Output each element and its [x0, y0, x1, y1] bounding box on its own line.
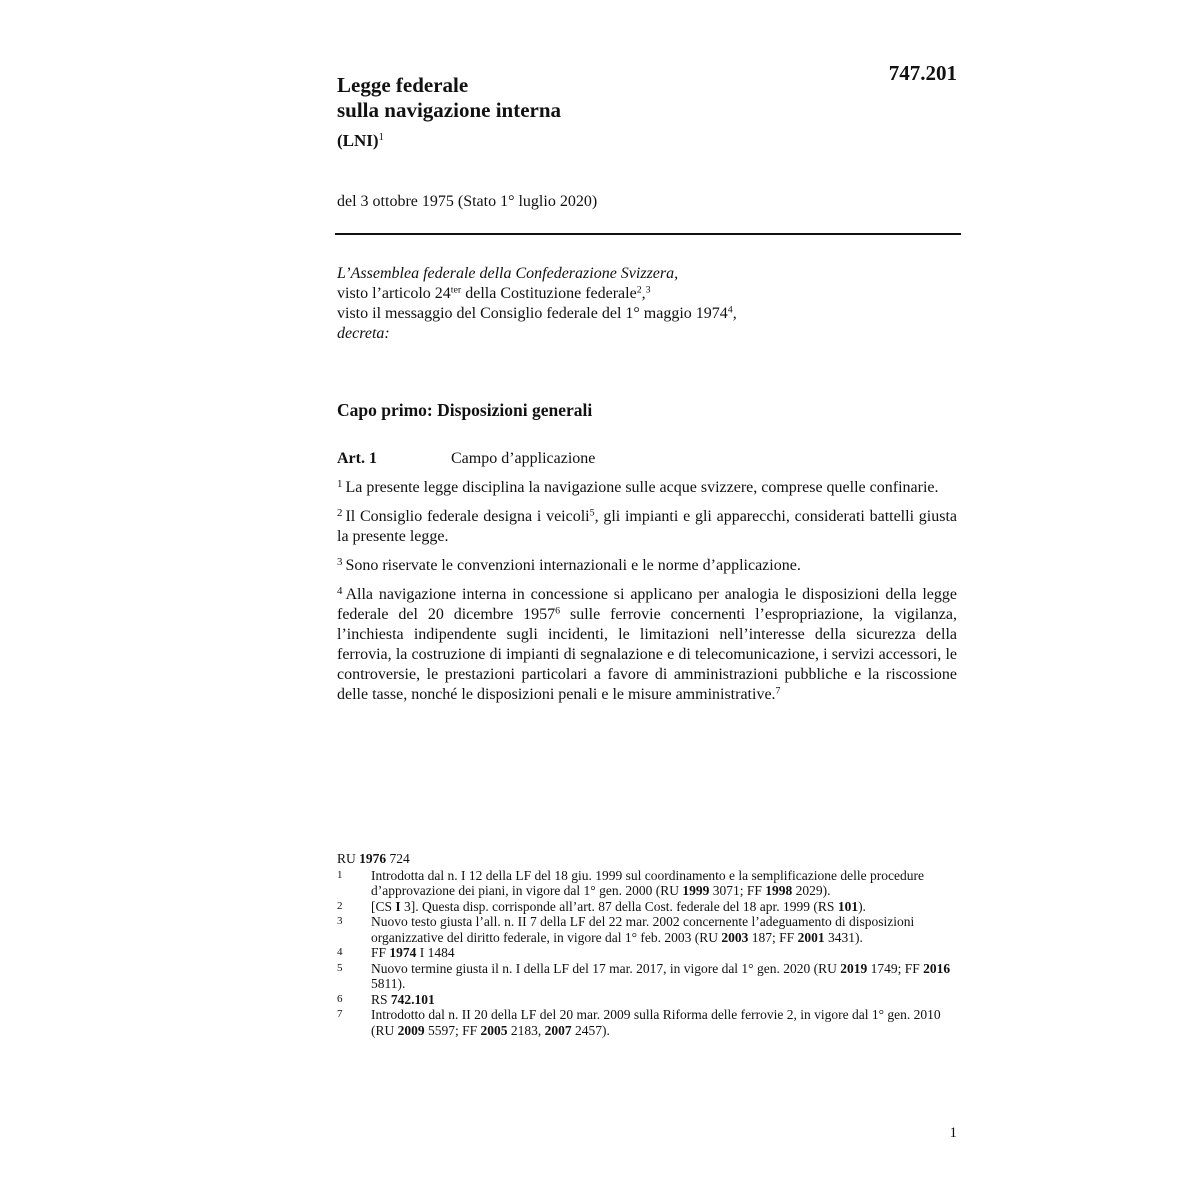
- preamble-line-1-a: visto l’articolo 24: [337, 285, 451, 302]
- systematic-number: 747.201: [888, 61, 957, 85]
- paragraph-number: 2: [337, 507, 343, 520]
- fn-text: Nuovo termine giusta il n. I della LF del 17 mar. 2017, in vigore dal 1° gen. 2020 (RU: [371, 960, 841, 976]
- fn-text: Nuovo testo giusta l’all. n. II 7 della LF del 22 mar. 2002 concernente l’adeguamento di disposizioni organizzative del diritto federale, in vigore dal 1° feb. 2003 (RU: [371, 914, 915, 945]
- paragraph-number: 1: [337, 478, 343, 491]
- fn-text: 2457).: [571, 1022, 610, 1038]
- preamble-decree: decreta:: [337, 325, 390, 342]
- fn-text: ).: [858, 898, 866, 914]
- preamble-ter: ter: [450, 284, 462, 296]
- footnote-ref-7[interactable]: 7: [775, 685, 781, 697]
- fn-bold: 2001: [797, 929, 825, 945]
- fn-bold: 2005: [480, 1022, 508, 1038]
- preamble-line-1: [337, 284, 961, 304]
- footnote-mark: 4: [337, 946, 343, 958]
- footnote-ref-5[interactable]: 5: [589, 507, 595, 519]
- fn-bold: 1974: [389, 945, 417, 960]
- law-title: [337, 73, 561, 153]
- ru-year: 1976: [359, 851, 387, 866]
- fn-text: I 1484: [416, 945, 455, 960]
- paragraph-text: La presente legge disciplina la navigazione sulle acque svizzere, comprese quelle confinarie.: [345, 479, 939, 496]
- fn-text: 3431).: [824, 929, 863, 945]
- fn-text: 5597; FF: [424, 1022, 481, 1038]
- footnote-2: [337, 899, 957, 915]
- footnote-6: [337, 992, 957, 1008]
- footnote-7: [337, 1007, 957, 1038]
- paragraph-text-a: Alla navigazione interna in concessione si applicano per analogia le disposizioni della legge federale del 20 dicembre 1957: [337, 586, 957, 623]
- header-divider: [335, 233, 961, 235]
- fn-text: [CS: [371, 898, 396, 914]
- paragraph-2: [337, 507, 957, 547]
- fn-text: 3]. Questa disp. corrisponde all’art. 87 della Cost. federale del 18 apr. 1999 (RS: [400, 898, 838, 914]
- fn-bold: 2003: [721, 929, 749, 945]
- abbreviation-text: (LNI): [337, 131, 379, 150]
- fn-text: 2029).: [792, 883, 831, 898]
- paragraph-text-b: , gli impianti e gli apparecchi, considerati battelli giusta la presente legge.: [337, 508, 958, 545]
- fn-text: 187; FF: [748, 929, 798, 945]
- article-title: Campo d’applicazione: [451, 450, 596, 467]
- article-paragraphs: [337, 478, 957, 714]
- footnote-ref-4[interactable]: 4: [727, 304, 733, 316]
- title-abbreviation: [337, 128, 561, 153]
- preamble-line-2: [337, 304, 961, 324]
- paragraph-text-b: sulle ferrovie concernenti l’espropriazione, la vigilanza, l’inchiesta indipendente sugli incidenti, le limitazioni nell’interesse della sicurezza della ferrovia, la costruzione di impianti di segnalazione e di telecomunicazione, i servizi accessori, le controversie, le prestazioni particolari a favore di amministrazioni pubbliche e la riscossione delle tasse, nonché le disposizioni penali e le misure amministrative.: [337, 606, 958, 703]
- footnote-mark: 2: [337, 899, 343, 912]
- preamble-intro: L’Assemblea federale della Confederazione Svizzera,: [337, 265, 679, 282]
- fn-bold: 2019: [840, 960, 868, 976]
- fn-text: FF: [371, 945, 390, 960]
- footnote-ref-3[interactable]: 3: [645, 284, 651, 296]
- title-line-2: sulla navigazione interna: [337, 98, 562, 122]
- ru-page: 724: [386, 851, 410, 866]
- title-line-1: Legge federale: [337, 73, 469, 97]
- article-number: Art. 1: [337, 450, 377, 467]
- fn-bold: 2007: [544, 1022, 572, 1038]
- fn-text: Introdotto dal n. II 20 della LF del 20 mar. 2009 sulla Riforma delle ferrovie 2, in vigore dal 1° gen. 2010 (RU: [371, 1007, 941, 1038]
- footnote-1: [337, 868, 957, 899]
- ru-prefix: RU: [337, 851, 360, 866]
- page-number: 1: [949, 1125, 957, 1141]
- fn-bold: I: [395, 898, 401, 914]
- official-collection-ref: [337, 851, 957, 867]
- footnote-ref-1[interactable]: 1: [378, 132, 384, 144]
- fn-bold: 1998: [765, 883, 793, 898]
- paragraph-number: 3: [337, 556, 343, 569]
- fn-text: 3071; FF: [709, 883, 766, 898]
- footnote-3: [337, 914, 957, 945]
- footnote-4: [337, 945, 957, 961]
- preamble-line-2-a: visto il messaggio del Consiglio federale del 1° maggio 1974: [337, 305, 728, 322]
- fn-bold: 2016: [923, 960, 951, 976]
- footnotes: [337, 851, 957, 1038]
- footnote-mark: 5: [337, 961, 343, 974]
- footnote-mark: 7: [337, 1008, 343, 1020]
- footnote-mark: 3: [337, 915, 343, 927]
- fn-text: 5811).: [371, 976, 406, 991]
- fn-bold: 742.101: [390, 991, 435, 1007]
- fn-text: 1749; FF: [867, 960, 924, 976]
- preamble: [337, 264, 961, 344]
- article-heading: [337, 450, 595, 468]
- paragraph-number: 4: [337, 585, 343, 598]
- footnote-ref-6[interactable]: 6: [555, 605, 561, 617]
- footnote-mark: 1: [337, 868, 343, 881]
- fn-text: 2183,: [507, 1022, 545, 1038]
- fn-bold: 1999: [682, 883, 710, 898]
- preamble-line-1-c: ,: [641, 285, 646, 302]
- fn-bold: 2009: [397, 1022, 425, 1038]
- paragraph-3: [337, 556, 957, 576]
- footnote-ref-2[interactable]: 2: [636, 284, 642, 296]
- chapter-heading: Capo primo: Disposizioni generali: [337, 400, 593, 420]
- paragraph-1: [337, 478, 957, 498]
- footnote-5: [337, 961, 957, 992]
- law-date: del 3 ottobre 1975 (Stato 1° luglio 2020): [337, 193, 598, 210]
- paragraph-text: Sono riservate le convenzioni internazionali e le norme d’applicazione.: [345, 557, 801, 574]
- paragraph-text-a: Il Consiglio federale designa i veicoli: [345, 508, 590, 525]
- preamble-line-1-b: della Costituzione federale: [461, 285, 637, 302]
- preamble-line-2-b: ,: [732, 305, 737, 322]
- fn-text: Introdotta dal n. I 12 della LF del 18 giu. 1999 sul coordinamento e la semplificazione delle procedure d’approvazione dei piani, in vigore dal 1° gen. 2000 (RU: [371, 867, 924, 898]
- footnote-mark: 6: [337, 992, 343, 1005]
- paragraph-4: [337, 585, 957, 705]
- fn-bold: 101: [837, 898, 859, 914]
- fn-text: RS: [371, 991, 391, 1007]
